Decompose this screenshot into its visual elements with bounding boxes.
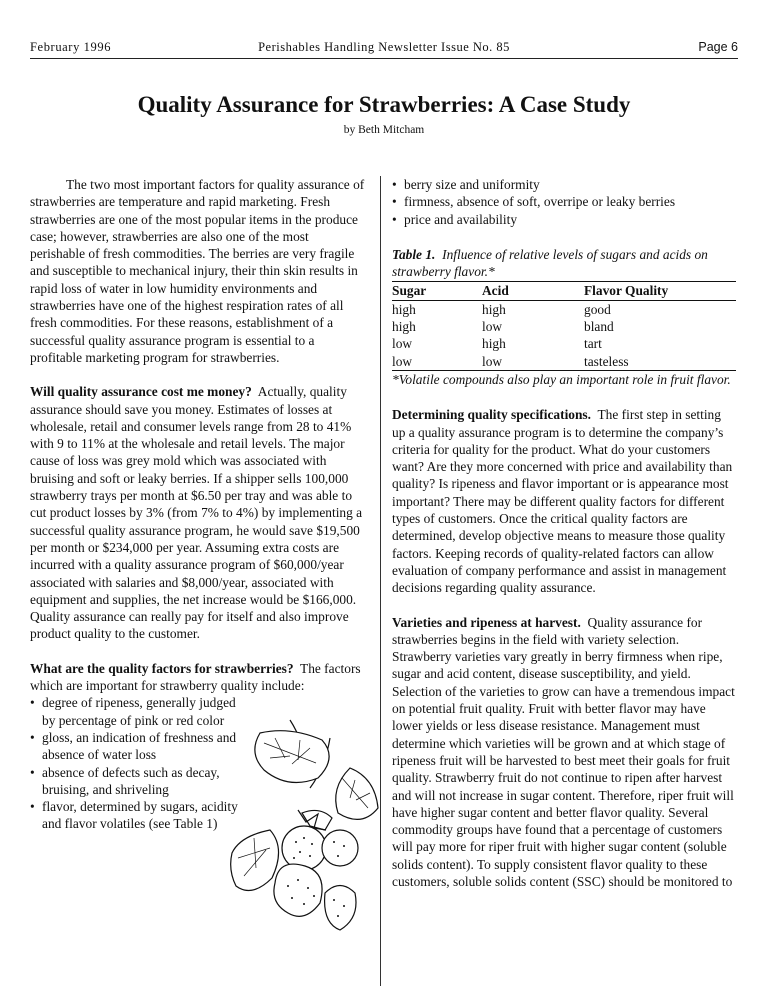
list-item: • gloss, an indication of freshness and absence of water loss bbox=[30, 729, 252, 764]
list-item: • degree of ripeness, generally judged by percentage of pink or red color bbox=[30, 694, 242, 729]
column-divider bbox=[380, 176, 381, 986]
list-item: • firmness, absence of soft, overripe or leaky berries bbox=[392, 193, 736, 210]
table-header-row bbox=[392, 282, 736, 300]
spec-body: The first step in setting up a quality assurance program is to determine the company’s criteria for quality for the product. What do your customers want? Are they more concerned with price and availability than quality? Is ripeness and flavor important or is appearance most important? There may be different quality factors for different types of customers. Once the critical quality factors are determined, develop objective means to measure those quality factors. Keeping records of quality-related factors can allow evaluation of company performance and assist in management decisions regarding quality assurance. bbox=[392, 407, 733, 596]
list-item: • flavor, determined by sugars, acidity and flavor volatiles (see Table 1) bbox=[30, 798, 252, 833]
factors-body: The factors which are important for strawberry quality include: bbox=[30, 660, 361, 694]
table-cell: tasteless bbox=[584, 353, 629, 369]
quality-factors-list-continued bbox=[392, 176, 736, 228]
byline: by Beth Mitcham bbox=[343, 124, 425, 136]
list-item: • absence of defects such as decay, bruising, and shriveling bbox=[30, 764, 252, 799]
factors-heading: What are the quality factors for strawberries? bbox=[30, 660, 294, 676]
issue-date: February 1996 bbox=[30, 40, 112, 54]
table-cell: bland bbox=[584, 319, 614, 335]
list-item: • price and availability bbox=[392, 211, 736, 228]
varieties-body: Quality assurance for strawberries begins in the field with variety selection. Strawberry varieties vary greatly in berry firmness when ripe, sugar and acid content, disease susceptibility, and yield. Selection of the varieties to grow can have a tremendous impact on potential fruit quality. Fruit with better flavor may have lower yields or less disease resistance. Management must determine which varieties will be grown and at which stage of ripeness fruit will be harvested to best meet their goals for fruit quality. Strawberry fruit do not continue to ripen after harvest and will not increase in sugar content. Therefore, riper fruit will have higher sugar content and better flavor quality. Several commodity groups have found that a percentage of customers will pay more for riper fruit with higher sugar content (soluble solids content). To supply consistent flavor quality to these customers, soluble solids content (SSC) should be monitored to bbox=[392, 614, 735, 889]
spec-heading: Determining quality specifications. bbox=[392, 407, 591, 423]
table-cell: good bbox=[584, 301, 611, 317]
flavor-table bbox=[392, 281, 736, 370]
flavor-table-block bbox=[392, 246, 736, 388]
table-header: Flavor Quality bbox=[584, 282, 736, 300]
table-header: Acid bbox=[482, 282, 584, 300]
table-row bbox=[392, 318, 736, 335]
table-caption bbox=[392, 246, 736, 281]
newsletter-title: Perishables Handling Newsletter Issue No. 85 bbox=[258, 40, 510, 54]
table-cell: high bbox=[392, 319, 416, 335]
table-row bbox=[392, 353, 736, 371]
table-caption-text: Influence of relative levels of sugars and acids on strawberry flavor.* bbox=[392, 246, 708, 280]
right-column bbox=[392, 176, 736, 907]
table-cell: high bbox=[482, 301, 506, 317]
table-cell: low bbox=[392, 336, 413, 352]
spec-paragraph bbox=[392, 406, 736, 596]
varieties-heading: Varieties and ripeness at harvest. bbox=[392, 614, 581, 630]
table-label: Table 1. bbox=[392, 246, 436, 262]
cost-paragraph bbox=[30, 383, 367, 642]
table-cell: low bbox=[482, 319, 503, 335]
intro-paragraph: The two most important factors for quality assurance of strawberries are temperature and rapid marketing. Fresh strawberries are one of the most popular items in the produce case; however, strawberries are also one of the most perishable of fresh commodities. The berries are very fragile and susceptible to mechanical injury, their thin skin results in rapid loss of water in low humidity environments and strawberries have one of the highest respiration rates of all fresh commodities. For these reasons, establishment of a successful quality assurance program is essential to a profitable marketing program for strawberries. bbox=[30, 177, 365, 365]
page-header bbox=[30, 40, 738, 59]
factors-paragraph bbox=[30, 660, 367, 695]
table-row bbox=[392, 335, 736, 352]
table-cell: high bbox=[482, 336, 506, 352]
table-cell: tart bbox=[584, 336, 602, 352]
table-header: Sugar bbox=[392, 282, 482, 300]
strawberry-illustration bbox=[230, 718, 380, 936]
table-footnote: *Volatile compounds also play an important role in fruit flavor. bbox=[392, 371, 731, 387]
cost-body: Actually, quality assurance should save you money. Estimates of losses at wholesale, retail and consumer levels range from 28 to 41% with 9 to 11% at the wholesale and retail levels. The major cause of loss was grey mold which was associated with bruising and soft or leaky berries. If a shipper sells 100,000 strawberry trays per month at $6.50 per tray and was able to cut product losses by 3% (from 7% to 4%) by implementing a successful quality assurance program, he would save $19,500 per month or $234,000 per year. Assuming extra costs are incurred with a quality assurance program of $60,000/year associated with salaries and $8,000/year, associated with equipment and supplies, the net increase would be $166,000. Quality assurance can really pay for itself and also improve product quality to the customer. bbox=[30, 384, 363, 642]
table-cell: low bbox=[392, 353, 413, 369]
table-cell: high bbox=[392, 301, 416, 317]
article-title: Quality Assurance for Strawberries: A Case Study bbox=[137, 92, 631, 117]
varieties-paragraph bbox=[392, 614, 736, 891]
table-row bbox=[392, 300, 736, 318]
table-cell: low bbox=[482, 353, 503, 369]
list-item: • berry size and uniformity bbox=[392, 176, 736, 193]
page-number: Page 6 bbox=[698, 40, 738, 54]
cost-heading: Will quality assurance cost me money? bbox=[30, 384, 252, 400]
